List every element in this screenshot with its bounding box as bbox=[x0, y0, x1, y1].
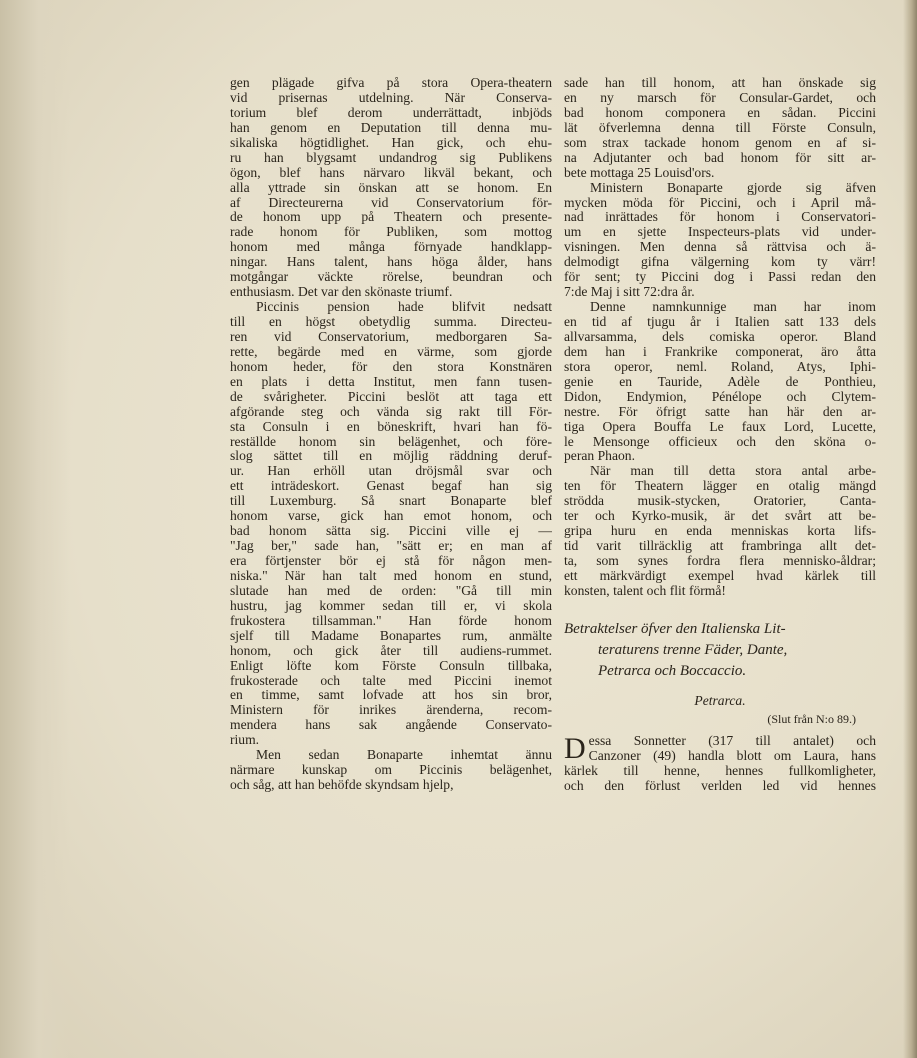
text-line: allvarsamma, dels comiska operor. Bland bbox=[564, 329, 876, 344]
text-line: dem han i Frankrike componerat, äro åtta bbox=[564, 344, 876, 359]
section-title: Petrarca. bbox=[694, 692, 746, 708]
text-line: sta Consuln i en böneskrift, hvari han fö- bbox=[230, 419, 552, 434]
text-line: honom, och gick åter till audiens-rummet. bbox=[230, 643, 552, 658]
text-line: bete mottaga 25 Louisd'ors. bbox=[564, 165, 715, 180]
text-line: en plats i detta Institut, men fann tusen- bbox=[230, 374, 552, 389]
text-line: rium. bbox=[230, 733, 260, 748]
text-line: na Adjutanter och bad honom för sitt ar- bbox=[564, 150, 876, 165]
text-line: bad honom sätta sig. Piccini ville ej — bbox=[230, 524, 552, 539]
text-line: af Directeurerna vid Conservatorium för- bbox=[230, 195, 552, 210]
text-line: rette, begärde med en värme, som gjorde bbox=[230, 344, 552, 359]
right-text-column bbox=[564, 76, 876, 794]
text-line: ren vid Conservatorium, medborgaren Sa- bbox=[230, 329, 552, 344]
text-line: visningen. Men denna så rättvisa och ä- bbox=[564, 240, 876, 255]
binding-gutter bbox=[0, 0, 70, 1058]
text-line: lät öfverlemna denna till Förste Consuln, bbox=[564, 120, 876, 135]
text-line: slutade han med de orden: "Gå till min bbox=[230, 583, 552, 598]
article-heading-line: teraturens trenne Fäder, Dante, bbox=[598, 641, 788, 658]
drop-cap: D bbox=[564, 731, 586, 765]
text-line: för sent; ty Piccini dog i Passi redan den bbox=[564, 270, 876, 285]
text-line: mycken möda för Piccini, och i April må- bbox=[564, 195, 876, 210]
text-line: en tid af tjugu år i Italien satt 133 dels bbox=[564, 315, 876, 329]
text-line: genie en Tauride, Adèle de Ponthieu, bbox=[564, 374, 876, 389]
text-line: vid prisernas utdelning. När Conserva- bbox=[230, 90, 552, 105]
text-line: ningar. Hans talent, hans höga ålder, hans bbox=[230, 255, 552, 270]
text-line: Men sedan Bonaparte inhemtat ännu bbox=[256, 748, 552, 763]
left-text-column bbox=[230, 76, 552, 793]
text-line: tiga Opera Bouffa Le faux Lord, Lucette, bbox=[564, 419, 876, 434]
article-heading-line: Petrarca och Boccaccio. bbox=[598, 662, 747, 679]
article-heading-line: Betraktelser öfver den Italienska Lit- bbox=[564, 620, 786, 637]
text-line: le Mensonge officieux och den sköna o- bbox=[564, 434, 876, 449]
text-line: Piccinis pension hade blifvit nedsatt bbox=[256, 300, 552, 315]
text-line: alla yttrade sin önskan att se honom. En bbox=[230, 180, 552, 195]
text-line: Didon, Endymion, Pénélope och Clytem- bbox=[564, 389, 876, 404]
text-line: hustru, jag kommer sedan till er, vi skola bbox=[230, 598, 552, 613]
text-line: Denne namnkunnige man har inom bbox=[590, 300, 876, 315]
text-line: sjelf till Madame Bonapartes rum, anmälte bbox=[230, 628, 552, 643]
text-line: ett inträdeskort. Genast begaf han sig bbox=[230, 479, 552, 494]
page-edge bbox=[903, 0, 917, 1058]
text-line: sade han till honom, att han önskade sig bbox=[564, 76, 876, 90]
text-line: och den förlust verlden led vid hennes bbox=[564, 778, 876, 793]
text-line: 7:de Maj i sitt 72:dra år. bbox=[564, 285, 695, 300]
text-line: enthusiasm. Det var den skönaste triumf. bbox=[230, 285, 453, 300]
text-line: ett märkvärdigt exempel hvad kärlek till bbox=[564, 568, 876, 583]
text-line: och såg, att han behöfde skyndsam hjelp, bbox=[230, 778, 454, 793]
text-line: era förtjenster bör ej stå för någon men- bbox=[230, 554, 552, 568]
text-line: nad inrättades för honom i Conservatori- bbox=[564, 210, 876, 225]
text-line: honom med många förnyade handklapp- bbox=[230, 240, 552, 255]
text-line: bad honom componera en sådan. Piccini bbox=[564, 105, 876, 120]
text-line: konsten, talent och flit förmå! bbox=[564, 583, 726, 598]
text-line: reställde honom sin belägenhet, och före- bbox=[230, 434, 552, 449]
text-line: ta, som synes fordra flera mennisko-åldrar; bbox=[564, 554, 876, 568]
text-line: "Jag ber," sade han, "sätt er; en man af bbox=[230, 539, 552, 554]
text-line: till Luxemburg. Så snart Bonaparte blef bbox=[230, 494, 552, 509]
text-line: frukosterade och talte med Piccini inemot bbox=[230, 673, 552, 688]
text-line: afgörande steg och vända sig rakt till För- bbox=[230, 404, 552, 419]
text-line: som strax tackade honom genom en af si- bbox=[564, 135, 876, 150]
text-line: När man till detta stora antal arbe- bbox=[590, 464, 876, 479]
text-line: slog sättet till en möjlig räddning deruf- bbox=[230, 449, 552, 464]
text-line: rade honom för Publiken, som mottog bbox=[230, 225, 552, 240]
text-line: kärlek till henne, hennes fullkomligheter, bbox=[564, 763, 876, 778]
text-line: ur. Han erhöll utan dröjsmål svar och bbox=[230, 464, 552, 479]
text-line: Ministern för inrikes ärenderna, recom- bbox=[230, 703, 552, 718]
text-line: ru han blygsamt undandrog sig Publikens bbox=[230, 150, 552, 165]
text-line: tid varit tillräcklig att frambringa allt det- bbox=[564, 539, 876, 554]
text-line: ögon, blef hans närvaro likväl bekant, och bbox=[230, 165, 552, 180]
text-line: frukostera tillsamman." Han förde honom bbox=[230, 613, 552, 628]
text-line: ter och Kyrko-musik, är det svårt att be- bbox=[564, 509, 876, 524]
text-line: de honom upp på Theatern och presente- bbox=[230, 210, 552, 225]
text-line: honom varse, gick han emot honom, och bbox=[230, 509, 552, 524]
continuation-note: (Slut från N:o 89.) bbox=[767, 711, 856, 726]
text-line: honom heder, för den stora Konstnären bbox=[230, 359, 552, 374]
text-line: en ny marsch för Consular-Gardet, och bbox=[564, 90, 876, 105]
text-line: gripa huru en enda menniskas korta lifs- bbox=[564, 524, 876, 539]
text-line: till en högst obetydlig summa. Directeu- bbox=[230, 315, 552, 329]
text-line: delmodigt gifna välgerning kom ty värr! bbox=[564, 255, 876, 270]
text-line: niska." När han talt med honom en stund, bbox=[230, 568, 552, 583]
text-line: mendera hans sak angående Conservato- bbox=[230, 718, 552, 733]
text-line: strödda musik-stycken, Oratorier, Canta- bbox=[564, 494, 876, 509]
text-line: stora operor, neml. Roland, Atys, Iphi- bbox=[564, 359, 876, 374]
text-line: Ministern Bonaparte gjorde sig äfven bbox=[590, 180, 876, 195]
text-line: peran Phaon. bbox=[564, 449, 635, 464]
text-line: de svårigheter. Piccini beslöt att taga ett bbox=[230, 389, 552, 404]
text-line: gen plägade gifva på stora Opera-theatern bbox=[230, 76, 552, 90]
text-line: han genom en Deputation till denna mu- bbox=[230, 120, 552, 135]
text-line: nestre. För öfrigt satte han här den ar- bbox=[564, 404, 876, 419]
petrarca-paragraph bbox=[564, 731, 876, 794]
text-line: motgångar väckte rörelse, beundran och bbox=[230, 270, 552, 285]
text-line: um en sjette Inspecteurs-plats vid under- bbox=[564, 225, 876, 240]
text-line: en timme, samt lofvade att hos sin bror, bbox=[230, 688, 552, 703]
text-line: essa Sonnetter (317 till antalet) och bbox=[588, 733, 876, 748]
article-heading bbox=[564, 619, 876, 682]
text-line: torium blef derom underrättadt, inbjöds bbox=[230, 105, 552, 120]
text-line: ten för Theatern lägger en otalig mängd bbox=[564, 479, 876, 494]
text-line: sikaliska högtidlighet. Han gick, och ehu- bbox=[230, 135, 552, 150]
text-line: Enligt löfte kom Förste Consuln tillbaka, bbox=[230, 658, 552, 673]
section-header bbox=[564, 692, 876, 728]
text-line: Canzoner (49) handla blott om Laura, hans bbox=[588, 748, 876, 763]
text-line: närmare kunskap om Piccinis belägenhet, bbox=[230, 763, 552, 778]
